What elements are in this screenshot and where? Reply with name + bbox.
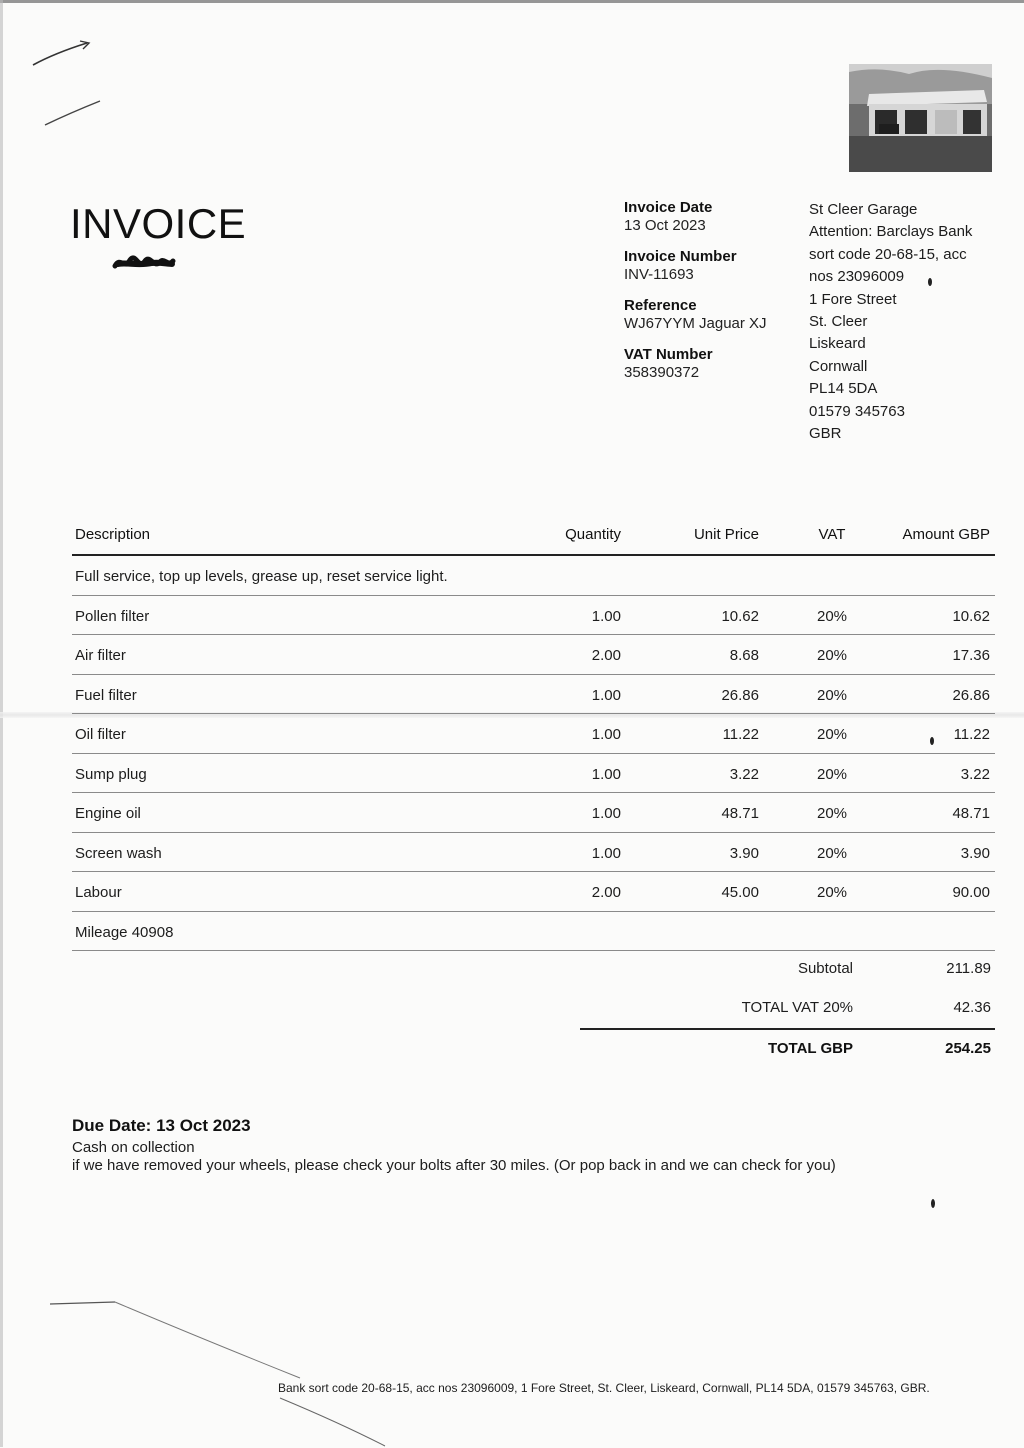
- address-line: 1 Fore Street: [809, 290, 897, 308]
- item-quantity: 2.00: [591, 884, 621, 901]
- table-row: [72, 714, 995, 754]
- invoice-number-label: Invoice Number: [624, 248, 737, 265]
- header-description: Description: [75, 526, 151, 543]
- payment-method: Cash on collection: [72, 1139, 195, 1156]
- address-line: 01579 345763: [809, 402, 905, 420]
- paper-edge-top: [0, 0, 1024, 3]
- item-description: Oil filter: [75, 726, 126, 743]
- table-row: [72, 793, 995, 833]
- vat-total-value: 42.36: [953, 999, 991, 1016]
- item-vat: 20%: [816, 726, 848, 743]
- item-vat: 20%: [816, 686, 848, 704]
- service-note: Full service, top up levels, grease up, reset service light.: [75, 568, 448, 585]
- grand-total-label: TOTAL GBP: [767, 1040, 853, 1057]
- payment-terms: [72, 1116, 972, 1175]
- scan-speck: [931, 1199, 935, 1208]
- vat-number-label: VAT Number: [624, 346, 713, 363]
- item-amount: 90.00: [952, 884, 990, 901]
- address-line: GBR: [809, 425, 842, 443]
- table-header: [72, 520, 995, 556]
- pen-marks: [25, 35, 115, 135]
- item-description: Sump plug: [75, 765, 147, 783]
- address-line: Cornwall: [809, 357, 868, 375]
- invoice-meta: [624, 199, 799, 395]
- item-unit-price: 45.00: [721, 884, 759, 901]
- header-quantity: Quantity: [565, 526, 621, 543]
- item-unit-price: 8.68: [729, 647, 759, 664]
- fold-crease-lines: [50, 1298, 400, 1448]
- document-title: INVOICE: [70, 200, 247, 247]
- address-line: St. Cleer: [809, 313, 868, 331]
- item-unit-price: 26.86: [721, 686, 759, 704]
- wheel-note: if we have removed your wheels, please check your bolts after 30 miles. (Or pop back in and we can check for you): [72, 1157, 836, 1174]
- item-vat: 20%: [816, 884, 848, 901]
- address-line: St Cleer Garage: [809, 201, 918, 218]
- vat-number: 358390372: [624, 364, 700, 381]
- item-unit-price: 11.22: [722, 726, 759, 743]
- item-description: Pollen filter: [75, 607, 150, 625]
- address-block: [809, 199, 1009, 445]
- vat-total-label: TOTAL VAT 20%: [741, 999, 853, 1016]
- item-quantity: 1.00: [591, 686, 621, 704]
- grand-total-value: 254.25: [945, 1040, 991, 1057]
- header-unit-price: Unit Price: [693, 526, 759, 543]
- invoice-number: INV-11693: [624, 266, 694, 283]
- garage-photo: [849, 64, 992, 172]
- item-description: Labour: [75, 884, 122, 901]
- header-amount: Amount GBP: [902, 526, 990, 543]
- item-unit-price: 48.71: [721, 805, 759, 822]
- table-note-row: [72, 556, 995, 596]
- address-line: Attention: Barclays Bank: [809, 223, 973, 241]
- item-quantity: 1.00: [591, 765, 621, 783]
- header-vat: VAT: [818, 526, 846, 543]
- item-unit-price: 3.90: [729, 844, 759, 862]
- item-unit-price: 10.62: [721, 607, 759, 625]
- item-unit-price: 3.22: [729, 765, 759, 783]
- totals-block: [580, 950, 995, 1069]
- table-row: [72, 675, 995, 715]
- mileage-note: Mileage 40908: [75, 923, 174, 941]
- grand-total-row: [580, 1028, 995, 1069]
- table-row: [72, 596, 995, 636]
- vat-total-row: [580, 989, 995, 1028]
- item-description: Air filter: [75, 647, 126, 664]
- item-amount: 11.22: [953, 726, 990, 743]
- paper-edge-left: [0, 0, 3, 1447]
- item-quantity: 1.00: [591, 726, 621, 743]
- item-vat: 20%: [816, 647, 848, 664]
- item-vat: 20%: [816, 765, 848, 783]
- item-vat: 20%: [816, 607, 848, 625]
- line-items-table: [72, 520, 995, 951]
- subtotal-row: [580, 950, 995, 989]
- item-description: Engine oil: [75, 805, 141, 822]
- footer-bank-details: Bank sort code 20-68-15, acc nos 23096009, 1 Fore Street, St. Cleer, Liskeard, Cornwall, PL14 5DA, 01579 345763, GBR.: [278, 1381, 930, 1395]
- item-amount: 3.22: [960, 765, 990, 783]
- item-description: Screen wash: [75, 844, 162, 862]
- item-vat: 20%: [816, 805, 848, 822]
- redaction-scribble: [112, 252, 176, 272]
- table-row: [72, 754, 995, 794]
- item-amount: 26.86: [952, 686, 990, 704]
- item-amount: 3.90: [960, 844, 990, 862]
- item-amount: 48.71: [952, 805, 990, 822]
- subtotal-value: 211.89: [946, 960, 991, 977]
- due-date: Due Date: 13 Oct 2023: [72, 1116, 251, 1135]
- item-quantity: 1.00: [591, 805, 621, 822]
- address-line: PL14 5DA: [809, 380, 878, 398]
- table-row: [72, 833, 995, 873]
- address-line: Liskeard: [809, 335, 866, 353]
- item-amount: 10.62: [952, 607, 990, 625]
- table-row: [72, 872, 995, 912]
- item-amount: 17.36: [952, 647, 990, 664]
- item-description: Fuel filter: [75, 686, 137, 704]
- table-note-row: [72, 912, 995, 952]
- item-quantity: 1.00: [591, 844, 621, 862]
- table-row: [72, 635, 995, 675]
- item-vat: 20%: [816, 844, 848, 862]
- reference: WJ67YYM Jaguar XJ: [624, 315, 767, 332]
- address-line: sort code 20-68-15, acc: [809, 245, 967, 263]
- address-line: nos 23096009: [809, 268, 905, 286]
- item-quantity: 2.00: [591, 647, 621, 664]
- reference-label: Reference: [624, 297, 697, 314]
- subtotal-label: Subtotal: [797, 960, 853, 977]
- invoice-date-label: Invoice Date: [624, 199, 713, 216]
- item-quantity: 1.00: [591, 607, 621, 625]
- invoice-date: 13 Oct 2023: [624, 217, 706, 234]
